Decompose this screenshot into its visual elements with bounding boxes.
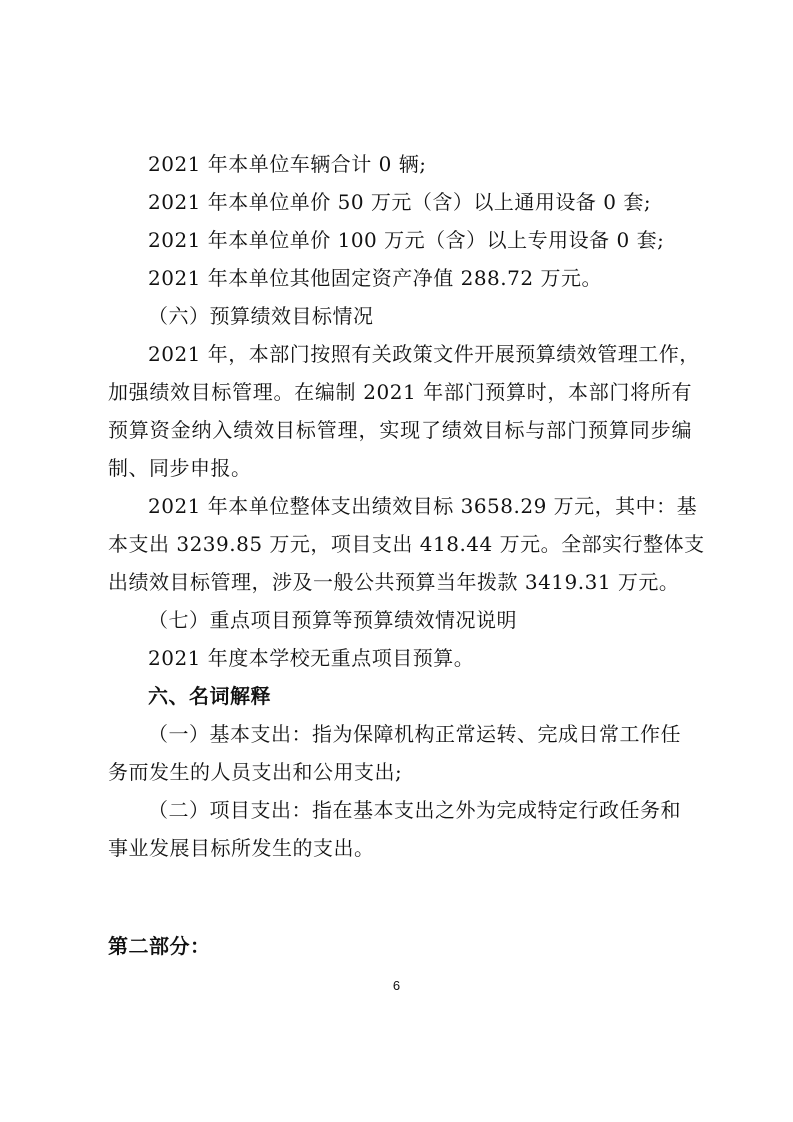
performance-paragraph1-line2: 加强绩效目标管理。在编制 2021 年部门预算时，本部门将所有 [108,380,692,404]
page-number: 6 [392,978,401,993]
performance-paragraph2-line1: 2021 年本单位整体支出绩效目标 3658.29 万元，其中：基 [148,494,698,518]
basic-expenditure-line1: （一）基本支出：指为保障机构正常运转、完成日常工作任 [148,722,681,746]
performance-paragraph2-line3: 出绩效目标管理，涉及一般公共预算当年拨款 3419.31 万元。 [108,570,680,594]
vehicles-line: 2021 年本单位车辆合计 0 辆; [148,152,427,176]
basic-expenditure-line2: 务而发生的人员支出和公用支出; [108,760,403,784]
performance-paragraph2-line2: 本支出 3239.85 万元，项目支出 418.44 万元。全部实行整体支 [108,532,705,556]
no-key-projects-line: 2021 年度本学校无重点项目预算。 [148,646,475,670]
project-expenditure-line2: 事业发展目标所发生的支出。 [108,836,375,860]
section7-heading: （七）重点项目预算等预算绩效情况说明 [148,608,517,632]
performance-paragraph1-line4: 制、同步申报。 [108,456,252,480]
part2-heading: 第二部分： [108,934,211,958]
project-expenditure-line1: （二）项目支出：指在基本支出之外为完成特定行政任务和 [148,798,681,822]
performance-paragraph1-line3: 预算资金纳入绩效目标管理，实现了绩效目标与部门预算同步编 [108,418,692,442]
glossary-heading: 六、名词解释 [148,684,271,708]
section6-heading: （六）预算绩效目标情况 [148,304,374,328]
performance-paragraph1-line1: 2021 年，本部门按照有关政策文件开展预算绩效管理工作， [148,342,700,366]
special-equipment-line: 2021 年本单位单价 100 万元（含）以上专用设备 0 套; [148,228,665,252]
general-equipment-line: 2021 年本单位单价 50 万元（含）以上通用设备 0 套; [148,190,652,214]
other-assets-line: 2021 年本单位其他固定资产净值 288.72 万元。 [148,266,602,290]
